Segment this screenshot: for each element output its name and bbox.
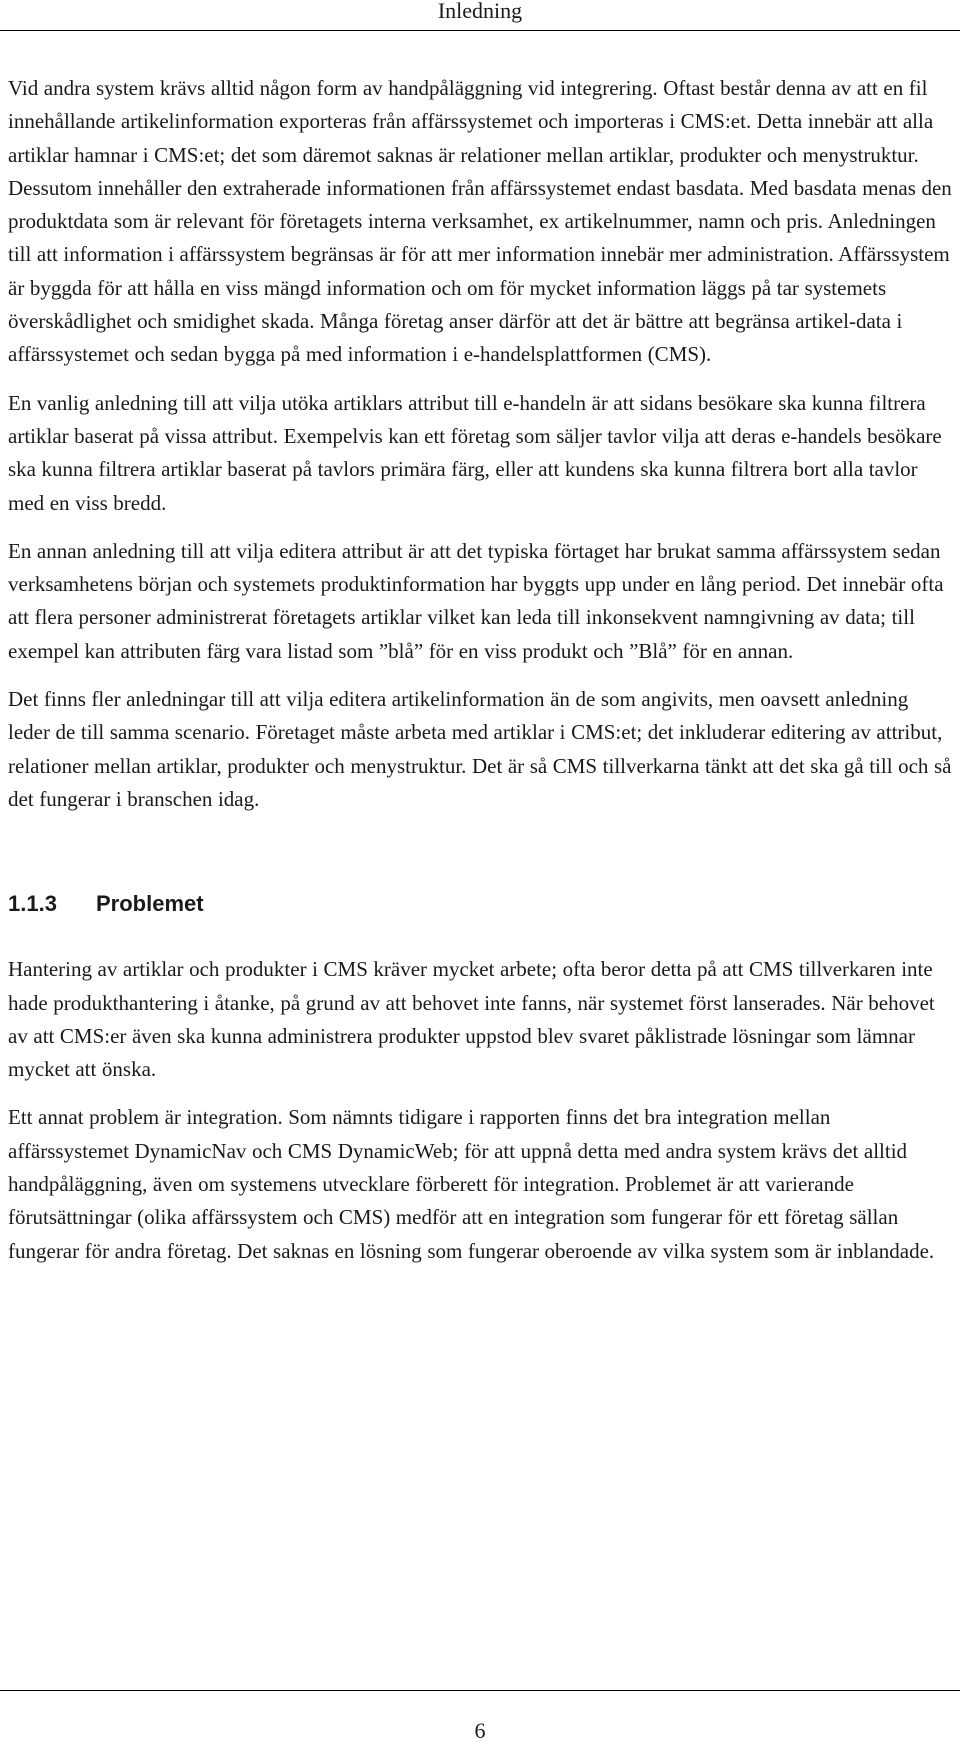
paragraph-product-handling: Hantering av artiklar och produkter i CMS kräver mycket arbete; ofta beror detta på att CMS tillverkaren inte hade produkthantering i åtanke, på grund av att behovet inte fanns, när systemet först lanserades. När behovet av att CMS:er även ska kunna administrera produkter uppstod blev svaret påklistrade lösningar som lämnar mycket att önska.	[8, 957, 935, 1082]
paragraph-scenario: Det finns fler anledningar till att vilja editera artikelinformation än de som angivits, men oavsett anledning leder de till samma scenario. Företaget måste arbeta med artiklar i CMS:et; det inkluderar editering av attribut, relationer mellan artiklar, produkter och menystruktur. Det är så CMS tillverkarna tänkt att det ska gå till och så det fungerar i branschen idag.	[8, 687, 952, 811]
running-header-title: Inledning	[437, 0, 523, 23]
paragraph-integration: Vid andra system krävs alltid någon form av handpåläggning vid integrering. Oftast består denna av att en fil innehållande artikelinformation exporteras från affärssystemet och importeras i CMS:et. Detta innebär att alla artiklar hamnar i CMS:et; det som däremot saknas är relationer mellan artiklar, produkter och menystruktur. Dessutom innehåller den extraherade informationen från affärssystemet endast basdata. Med basdata menas den produktdata som är relevant för företagets interna verksamhet, ex artikelnummer, namn och pris. Anledningen till att information i affärssystem begränsas är för att mer information innebär mer administration. Affärssystem är byggda för att hålla en viss mängd information och om för mycket information läggs på tar systemets överskådlighet och smidighet skada. Många företag anser därför att det är bättre att begränsa artikel-data i affärssystemet och sedan bygga på med information i e-handelsplattformen (CMS).	[8, 76, 952, 367]
document-body	[8, 72, 954, 1283]
paragraph-integration-problem: Ett annat problem är integration. Som nämnts tidigare i rapporten finns det bra integration mellan affärssystemet DynamicNav och CMS DynamicWeb; för att uppnå detta med andra system krävs det alltid handpåläggning, även om systemens utvecklare förberett för integration. Problemet är att varierande förutsättningar (olika affärssystem och CMS) medför att en integration som fungerar för ett företag sällan fungerar för andra företag. Det saknas en lösning som fungerar oberoende av vilka system som är inblandade.	[8, 1105, 935, 1263]
paragraph-attribute-filtering: En vanlig anledning till att vilja utöka artiklars attribut till e-handeln är att sidans besökare ska kunna filtrera artiklar baserat på vissa attribut. Exempelvis kan ett företag som säljer tavlor vilja att deras e-handels besökare ska kunna filtrera artiklar baserat på tavlors primära färg, eller att kundens ska kunna filtrera bort alla tavlor med en viss bredd.	[8, 390, 942, 515]
page-number: 6	[474, 1718, 486, 1743]
section-number: 1.1.3	[8, 891, 57, 917]
section-title: Problemet	[96, 891, 204, 917]
page-footer	[0, 1690, 960, 1749]
section-heading	[8, 891, 954, 917]
footer-divider	[0, 1690, 960, 1691]
page-header	[0, 0, 960, 31]
paragraph-attribute-editing: En annan anledning till att vilja editera attribut är att det typiska förtaget har brukat samma affärssystem sedan verksamhetens början och systemets produktinformation har byggts upp under en lång period. Det innebär ofta att flera personer administrerat företagets artiklar vilket kan leda till inkonsekvent namngivning av data; till exempel kan attributen färg vara listad som ”blå” för en viss produkt och ”Blå” för en annan.	[8, 538, 944, 663]
